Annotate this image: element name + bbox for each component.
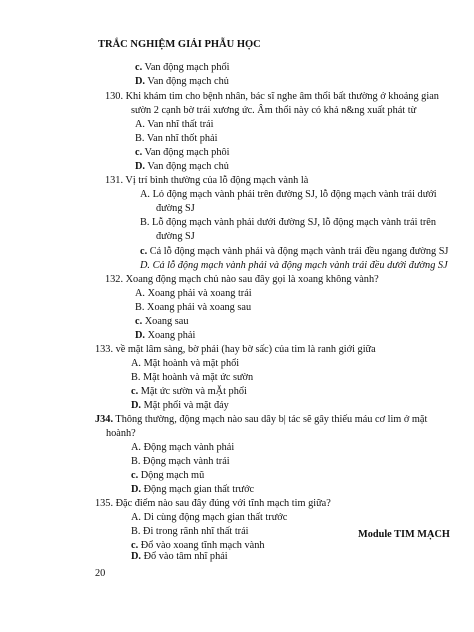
option-line (131, 399, 229, 412)
question-text: hoành? (106, 428, 136, 439)
option-text: Mặt hoành và mặt ức sườn (140, 372, 254, 383)
question-line (105, 174, 308, 187)
option-line (135, 132, 217, 145)
option-text: Động mạch vành trái (140, 456, 230, 467)
option-line (140, 216, 436, 229)
option-line (131, 385, 247, 398)
question-continuation (131, 104, 416, 117)
option-line (131, 469, 204, 482)
option-key: D. (135, 161, 146, 172)
option-line (140, 245, 448, 258)
question-line (95, 413, 427, 426)
option-text: Van động mạch phôi (142, 147, 230, 158)
option-text: đường SJ (156, 203, 195, 214)
option-line (135, 301, 251, 314)
option-line (131, 441, 234, 454)
option-text: Van động mạch chủ (145, 76, 229, 87)
option-key: B. (131, 456, 141, 467)
option-key: c. (135, 62, 143, 73)
option-text: Lỏ động mạch vành phải trên đường SJ, lỗ động mạch vành trái dưới (150, 189, 437, 200)
option-key: A. (131, 358, 142, 369)
option-text: Di cùng động mạch gian thất trước (141, 512, 288, 523)
option-text: Mặt hoành và mặt phổi (141, 358, 240, 369)
option-continuation (156, 202, 195, 215)
question-line (95, 497, 331, 510)
option-key: A. (135, 288, 146, 299)
option-key: D. (135, 330, 146, 341)
option-text: Cả lỗ động mạch vành phải và động mạch vành trái đều dưới đường SJ (150, 260, 448, 271)
option-text: Đổ vào tâm nhĩ phải (141, 551, 228, 562)
option-line (131, 371, 253, 384)
option-key: B. (135, 133, 145, 144)
option-key: B. (131, 526, 141, 537)
option-key: B. (135, 302, 145, 313)
option-text: Đổ vào xoang tĩnh mạch vành (138, 540, 265, 551)
option-text: Van nhĩ thất trái (145, 119, 214, 130)
question-number: 131. (105, 175, 124, 186)
question-line (95, 343, 376, 356)
option-text: Van động mạch chủ (145, 161, 229, 172)
option-text: Dộng mạch mũ (138, 470, 205, 481)
option-line (135, 160, 229, 173)
option-line (135, 61, 229, 74)
option-key: c. (135, 316, 143, 327)
option-key: D. (140, 260, 151, 271)
option-text: Động mạch vành phải (141, 442, 235, 453)
option-key: D. (131, 484, 142, 495)
option-continuation (156, 230, 195, 243)
option-text: Van động mạch phổi (142, 62, 230, 73)
option-line (140, 259, 448, 272)
question-text: về mặt lâm sàng, bờ phải (hay bờ sấc) của tim là ranh giới giữa (113, 344, 376, 355)
option-text: Xoang phải và xoang trái (145, 288, 252, 299)
module-footer: Module TIM MẠCH (358, 529, 450, 540)
question-number: 135. (95, 498, 114, 509)
option-line (131, 550, 228, 563)
option-text: Xoang sau (142, 316, 189, 327)
option-key: A. (140, 189, 151, 200)
option-line (131, 525, 249, 538)
option-text: Đi trong rãnh nhĩ thất trái (140, 526, 249, 537)
question-number: 130. (105, 91, 124, 102)
option-key: D. (131, 551, 142, 562)
option-key: c. (131, 540, 139, 551)
question-text: Xoang động mạch chủ nào sau đây gọi là xoang không vành? (123, 274, 379, 285)
option-key: A. (131, 442, 142, 453)
question-text: Vị trí bình thường của lỗ động mạch vành là (123, 175, 309, 186)
option-key: A. (135, 119, 146, 130)
question-text: Đặc điểm nào sau đây đúng với tĩnh mạch tim giữa? (113, 498, 331, 509)
question-continuation (106, 427, 136, 440)
option-line (135, 146, 229, 159)
option-key: A. (131, 512, 142, 523)
option-text: đường SJ (156, 231, 195, 242)
option-key: c. (140, 246, 148, 257)
option-text: Mặt phổi và mặt đáy (141, 400, 229, 411)
option-line (131, 455, 230, 468)
option-text: Cả lỗ động mạch vành phải và động mạch vành trái đều ngang đường SJ (147, 246, 449, 257)
option-line (135, 287, 252, 300)
question-line (105, 273, 379, 286)
option-key: c. (135, 147, 143, 158)
option-text: Van nhĩ thốt phải (144, 133, 218, 144)
option-text: Mặt ức sườn và mẶt phổi (138, 386, 247, 397)
option-line (131, 483, 254, 496)
option-key: D. (131, 400, 142, 411)
option-key: B. (140, 217, 150, 228)
option-line (131, 511, 287, 524)
option-key: c. (131, 470, 139, 481)
option-text: Xoang phải (145, 330, 196, 341)
question-number: 133. (95, 344, 114, 355)
option-line (135, 118, 213, 131)
option-line (135, 75, 229, 88)
option-text: Lỗ động mạch vành phải dưới đường SJ, lỗ động mạch vành trái trên (149, 217, 437, 228)
option-line (131, 357, 239, 370)
question-text: sườn 2 cạnh bờ trái xương ức. Âm thổi này có khả n&ng xuất phát từ (131, 105, 417, 116)
option-line (135, 329, 195, 342)
question-number: J34. (95, 414, 114, 425)
option-line (135, 315, 188, 328)
option-line (140, 188, 437, 201)
option-text: Xoang phải và xoang sau (144, 302, 252, 313)
question-number: 132. (105, 274, 124, 285)
question-text: Thông thường, động mạch nào sau dây b| tác sẽ gây thiếu máu cơ lim ở mặt (113, 414, 428, 425)
question-text: Khi khám tim cho bệnh nhân, bác sĩ nghe âm thổi bất thường ở khoảng gian (123, 91, 439, 102)
option-key: c. (131, 386, 139, 397)
document-title: TRẮC NGHIỆM GIẢI PHẪU HỌC (98, 39, 261, 50)
page-number: 20 (95, 568, 106, 579)
question-line (105, 90, 439, 103)
option-text: Động mạch gian thất trước (141, 484, 255, 495)
option-key: D. (135, 76, 146, 87)
option-key: B. (131, 372, 141, 383)
